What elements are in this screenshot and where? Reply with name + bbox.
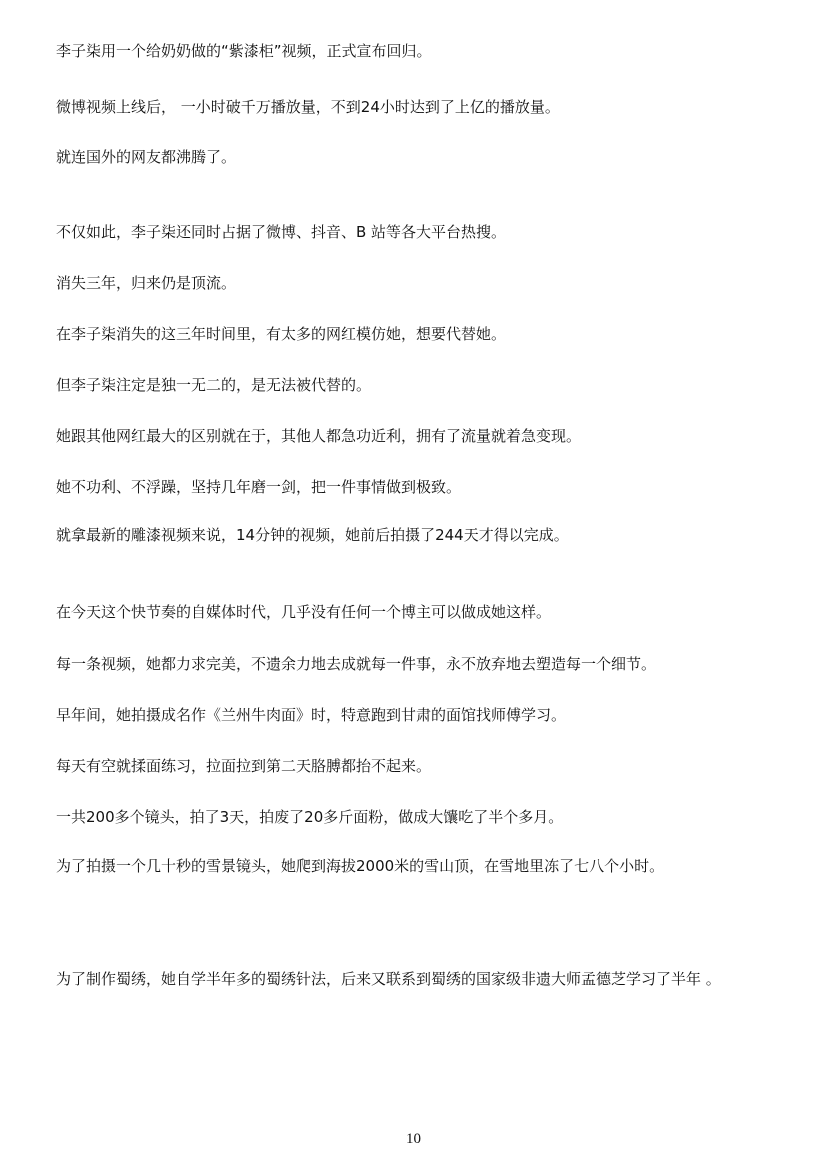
paragraph-8: 她跟其他网红最大的区别就在于，其他人都急功近利，拥有了流量就着急变现。 [56,427,582,445]
paragraph-2: 微博视频上线后， 一小时破千万播放量，不到24小时达到了上亿的播放量。 [56,98,560,116]
paragraph-5: 消失三年，归来仍是顶流。 [56,274,237,292]
paragraph-6: 在李子柒消失的这三年时间里，有太多的网红模仿她，想要代替她。 [56,325,507,343]
paragraph-1: 李子柒用一个给奶奶做的“紫漆柜”视频，正式宣布回归。 [56,42,432,60]
paragraph-7: 但李子柒注定是独一无二的，是无法被代替的。 [56,376,372,394]
paragraph-4: 不仅如此，李子柒还同时占据了微博、抖音、B 站等各大平台热搜。 [56,223,507,241]
paragraph-13: 早年间，她拍摄成名作《兰州牛肉面》时，特意跑到甘肃的面馆找师傅学习。 [56,706,567,724]
paragraph-11: 在今天这个快节奏的自媒体时代，几乎没有任何一个博主可以做成她这样。 [56,603,552,621]
paragraph-10: 就拿最新的雕漆视频来说，14分钟的视频，她前后拍摄了244天才得以完成。 [56,526,569,544]
paragraph-14: 每天有空就揉面练习，拉面拉到第二天胳膊都抬不起来。 [56,757,432,775]
paragraph-16: 为了拍摄一个几十秒的雪景镜头，她爬到海拔2000米的雪山顶，在雪地里冻了七八个小时。 [56,857,665,875]
paragraph-15: 一共200多个镜头，拍了3天，拍废了20多斤面粉，做成大馕吃了半个多月。 [56,808,564,826]
paragraph-3: 就连国外的网友都沸腾了。 [56,148,237,166]
page-number: 10 [406,1131,421,1147]
paragraph-17: 为了制作蜀绣，她自学半年多的蜀绣针法，后来又联系到蜀绣的国家级非遗大师孟德芝学习了半年 。 [56,970,721,988]
paragraph-12: 每一条视频，她都力求完美，不遗余力地去成就每一件事，永不放弃地去塑造每一个细节。 [56,655,657,673]
paragraph-9: 她不功利、不浮躁，坚持几年磨一剑，把一件事情做到极致。 [56,478,462,496]
